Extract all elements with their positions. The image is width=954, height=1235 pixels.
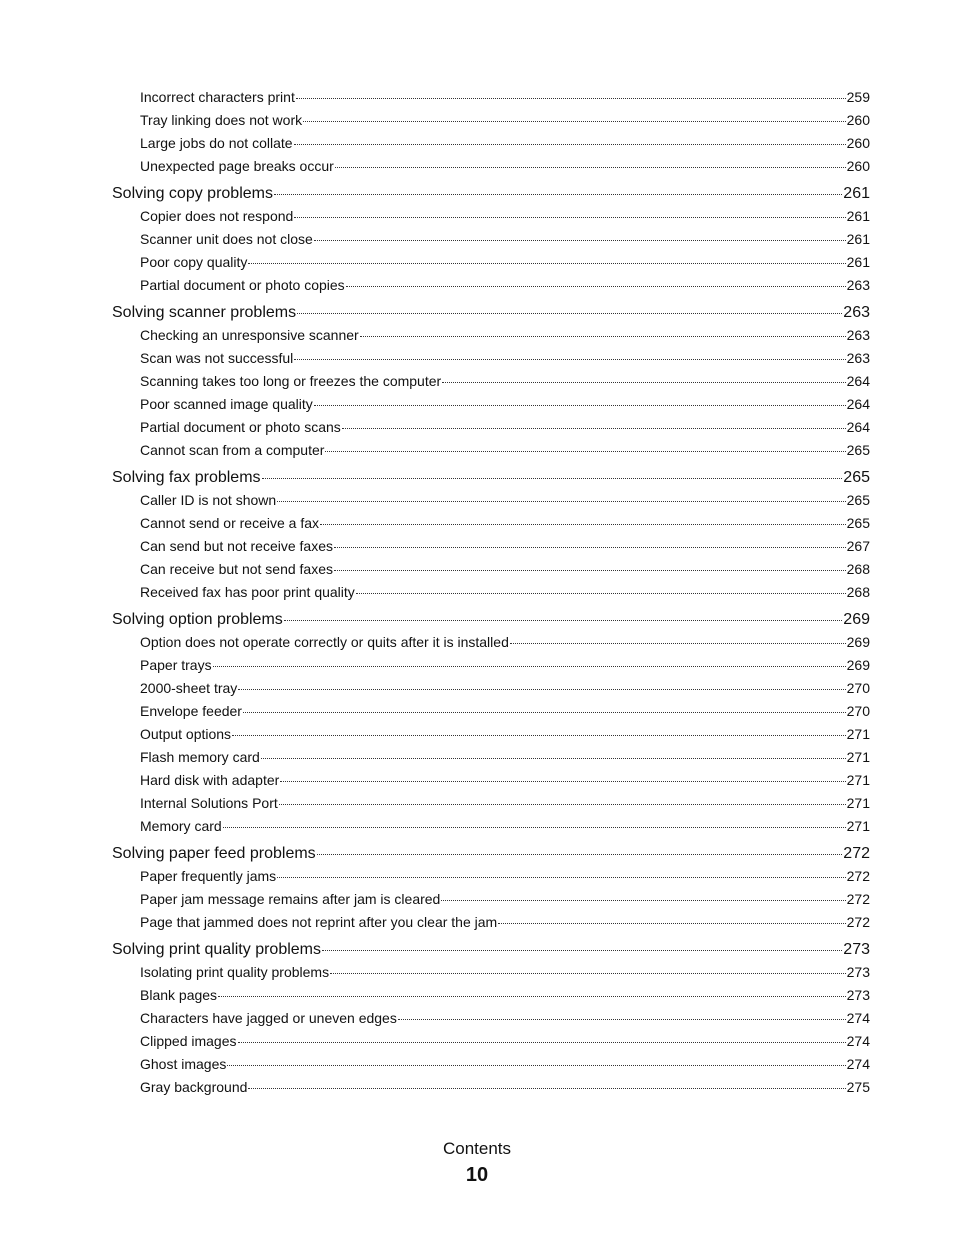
toc-subsection-entry[interactable]	[112, 792, 870, 815]
toc-subsection-entry[interactable]	[112, 1007, 870, 1030]
dot-leader	[314, 405, 846, 406]
toc-entry-page-number: 272	[843, 845, 870, 862]
table-of-contents	[112, 86, 870, 1099]
dot-leader	[262, 478, 843, 479]
toc-subsection-entry[interactable]	[112, 558, 870, 581]
dot-leader	[360, 336, 846, 337]
toc-entry-title: Page that jammed does not reprint after you clear the jam	[140, 914, 498, 930]
toc-entry-title: Hard disk with adapter	[140, 772, 280, 788]
dot-leader	[356, 593, 846, 594]
dot-leader	[238, 689, 845, 690]
dot-leader	[227, 1065, 845, 1066]
footer-section-label: Contents	[442, 1139, 512, 1158]
toc-entry-page-number: 269	[846, 634, 870, 650]
toc-entry-title: Poor copy quality	[140, 254, 248, 270]
dot-leader	[248, 263, 845, 264]
toc-entry-page-number: 260	[846, 158, 870, 174]
toc-section-entry[interactable]	[112, 466, 870, 489]
dot-leader	[279, 804, 846, 805]
toc-subsection-entry[interactable]	[112, 132, 870, 155]
toc-entry-page-number: 274	[846, 1056, 870, 1072]
toc-entry-title: Clipped images	[140, 1033, 237, 1049]
toc-entry-page-number: 264	[846, 373, 870, 389]
toc-entry-title: Solving copy problems	[112, 185, 273, 202]
toc-subsection-entry[interactable]	[112, 961, 870, 984]
dot-leader	[342, 428, 846, 429]
toc-entry-title: Received fax has poor print quality	[140, 584, 355, 600]
toc-subsection-entry[interactable]	[112, 416, 870, 439]
toc-entry-page-number: 273	[846, 964, 870, 980]
toc-entry-title: Internal Solutions Port	[140, 795, 278, 811]
toc-entry-page-number: 265	[846, 492, 870, 508]
toc-entry-title: Copier does not respond	[140, 208, 294, 224]
dot-leader	[441, 900, 845, 901]
toc-subsection-entry[interactable]	[112, 86, 870, 109]
toc-entry-title: Cannot scan from a computer	[140, 442, 325, 458]
toc-subsection-entry[interactable]	[112, 512, 870, 535]
toc-entry-title: Large jobs do not collate	[140, 135, 293, 151]
toc-subsection-entry[interactable]	[112, 489, 870, 512]
dot-leader	[238, 1042, 846, 1043]
dot-leader	[398, 1019, 846, 1020]
dot-leader	[243, 712, 846, 713]
toc-entry-title: Scan was not successful	[140, 350, 294, 366]
toc-subsection-entry[interactable]	[112, 347, 870, 370]
dot-leader	[277, 877, 845, 878]
toc-entry-title: Flash memory card	[140, 749, 260, 765]
dot-leader	[510, 643, 846, 644]
dot-leader	[274, 194, 842, 195]
toc-subsection-entry[interactable]	[112, 700, 870, 723]
toc-entry-page-number: 263	[846, 350, 870, 366]
toc-subsection-entry[interactable]	[112, 109, 870, 132]
toc-entry-title: Scanner unit does not close	[140, 231, 313, 247]
dot-leader	[322, 950, 842, 951]
dot-leader	[314, 240, 846, 241]
toc-subsection-entry[interactable]	[112, 370, 870, 393]
toc-subsection-entry[interactable]	[112, 984, 870, 1007]
toc-entry-title: Paper jam message remains after jam is cleared	[140, 891, 441, 907]
toc-subsection-entry[interactable]	[112, 155, 870, 178]
toc-subsection-entry[interactable]	[112, 324, 870, 347]
toc-entry-page-number: 264	[846, 419, 870, 435]
dot-leader	[334, 547, 846, 548]
toc-subsection-entry[interactable]	[112, 1076, 870, 1099]
dot-leader	[223, 827, 846, 828]
footer-page-number: 10	[465, 1164, 489, 1186]
toc-entry-page-number: 264	[846, 396, 870, 412]
toc-subsection-entry[interactable]	[112, 205, 870, 228]
toc-section-entry[interactable]	[112, 182, 870, 205]
toc-section-entry[interactable]	[112, 301, 870, 324]
toc-entry-page-number: 270	[846, 703, 870, 719]
toc-subsection-entry[interactable]	[112, 228, 870, 251]
toc-entry-title: Ghost images	[140, 1056, 227, 1072]
dot-leader	[303, 121, 846, 122]
toc-subsection-entry[interactable]	[112, 746, 870, 769]
dot-leader	[498, 923, 845, 924]
toc-entry-page-number: 265	[843, 469, 870, 486]
dot-leader	[294, 144, 846, 145]
toc-entry-page-number: 268	[846, 584, 870, 600]
dot-leader	[334, 570, 846, 571]
toc-subsection-entry[interactable]	[112, 1053, 870, 1076]
toc-section-entry[interactable]	[112, 608, 870, 631]
toc-subsection-entry[interactable]	[112, 439, 870, 462]
toc-section-entry[interactable]	[112, 842, 870, 865]
toc-subsection-entry[interactable]	[112, 274, 870, 297]
toc-entry-page-number: 263	[843, 304, 870, 321]
toc-entry-title: Solving option problems	[112, 611, 283, 628]
toc-entry-page-number: 260	[846, 135, 870, 151]
toc-entry-page-number: 272	[846, 868, 870, 884]
toc-entry-title: Cannot send or receive a fax	[140, 515, 319, 531]
toc-subsection-entry[interactable]	[112, 654, 870, 677]
toc-entry-title: Paper frequently jams	[140, 868, 277, 884]
dot-leader	[248, 1088, 845, 1089]
dot-leader	[218, 996, 846, 997]
toc-subsection-entry[interactable]	[112, 535, 870, 558]
toc-subsection-entry[interactable]	[112, 631, 870, 654]
toc-entry-page-number: 263	[846, 277, 870, 293]
toc-subsection-entry[interactable]	[112, 1030, 870, 1053]
toc-entry-page-number: 261	[846, 254, 870, 270]
toc-subsection-entry[interactable]	[112, 723, 870, 746]
toc-entry-page-number: 268	[846, 561, 870, 577]
dot-leader	[297, 313, 842, 314]
toc-section-entry[interactable]	[112, 938, 870, 961]
toc-entry-title: Scanning takes too long or freezes the computer	[140, 373, 442, 389]
toc-entry-page-number: 273	[846, 987, 870, 1003]
toc-entry-page-number: 271	[846, 726, 870, 742]
toc-entry-title: Solving paper feed problems	[112, 845, 316, 862]
toc-subsection-entry[interactable]	[112, 815, 870, 838]
toc-entry-page-number: 274	[846, 1033, 870, 1049]
dot-leader	[325, 451, 845, 452]
dot-leader	[261, 758, 846, 759]
toc-entry-title: Isolating print quality problems	[140, 964, 330, 980]
toc-entry-title: Partial document or photo scans	[140, 419, 341, 435]
dot-leader	[232, 735, 846, 736]
toc-entry-page-number: 274	[846, 1010, 870, 1026]
toc-entry-title: Can receive but not send faxes	[140, 561, 334, 577]
toc-entry-title: Solving scanner problems	[112, 304, 297, 321]
toc-entry-title: Partial document or photo copies	[140, 277, 345, 293]
toc-entry-page-number: 259	[846, 89, 870, 105]
toc-subsection-entry[interactable]	[112, 677, 870, 700]
toc-subsection-entry[interactable]	[112, 911, 870, 934]
toc-entry-title: Output options	[140, 726, 232, 742]
toc-entry-title: Solving fax problems	[112, 469, 261, 486]
toc-entry-title: Checking an unresponsive scanner	[140, 327, 359, 343]
toc-entry-title: 2000-sheet tray	[140, 680, 238, 696]
toc-subsection-entry[interactable]	[112, 581, 870, 604]
dot-leader	[277, 501, 845, 502]
toc-entry-title: Option does not operate correctly or quits after it is installed	[140, 634, 509, 650]
toc-entry-page-number: 265	[846, 442, 870, 458]
toc-entry-title: Envelope feeder	[140, 703, 242, 719]
toc-entry-page-number: 269	[846, 657, 870, 673]
dot-leader	[442, 382, 845, 383]
toc-entry-title: Gray background	[140, 1079, 248, 1095]
toc-entry-page-number: 261	[846, 208, 870, 224]
toc-entry-page-number: 272	[846, 914, 870, 930]
toc-subsection-entry[interactable]	[112, 393, 870, 416]
toc-entry-page-number: 263	[846, 327, 870, 343]
page-footer	[0, 1138, 954, 1190]
dot-leader	[317, 854, 843, 855]
dot-leader	[346, 286, 846, 287]
toc-entry-page-number: 272	[846, 891, 870, 907]
toc-entry-title: Unexpected page breaks occur	[140, 158, 334, 174]
toc-entry-title: Incorrect characters print	[140, 89, 295, 105]
toc-entry-page-number: 271	[846, 818, 870, 834]
dot-leader	[294, 359, 845, 360]
dot-leader	[335, 167, 846, 168]
toc-entry-page-number: 270	[846, 680, 870, 696]
dot-leader	[284, 620, 843, 621]
toc-subsection-entry[interactable]	[112, 888, 870, 911]
toc-entry-page-number: 275	[846, 1079, 870, 1095]
toc-entry-page-number: 261	[846, 231, 870, 247]
toc-entry-title: Caller ID is not shown	[140, 492, 277, 508]
toc-entry-page-number: 271	[846, 795, 870, 811]
toc-entry-title: Poor scanned image quality	[140, 396, 313, 412]
dot-leader	[294, 217, 845, 218]
toc-entry-page-number: 261	[843, 185, 870, 202]
toc-entry-title: Blank pages	[140, 987, 218, 1003]
toc-entry-title: Memory card	[140, 818, 222, 834]
toc-entry-title: Solving print quality problems	[112, 941, 321, 958]
toc-subsection-entry[interactable]	[112, 769, 870, 792]
toc-entry-page-number: 269	[843, 611, 870, 628]
dot-leader	[320, 524, 846, 525]
toc-entry-title: Paper trays	[140, 657, 212, 673]
toc-entry-page-number: 271	[846, 749, 870, 765]
toc-entry-page-number: 271	[846, 772, 870, 788]
dot-leader	[213, 666, 846, 667]
toc-subsection-entry[interactable]	[112, 865, 870, 888]
toc-entry-title: Characters have jagged or uneven edges	[140, 1010, 397, 1026]
toc-entry-page-number: 260	[846, 112, 870, 128]
toc-subsection-entry[interactable]	[112, 251, 870, 274]
toc-entry-page-number: 265	[846, 515, 870, 531]
dot-leader	[296, 98, 846, 99]
toc-entry-page-number: 273	[843, 941, 870, 958]
dot-leader	[330, 973, 846, 974]
toc-entry-title: Can send but not receive faxes	[140, 538, 334, 554]
dot-leader	[280, 781, 845, 782]
toc-entry-title: Tray linking does not work	[140, 112, 303, 128]
toc-entry-page-number: 267	[846, 538, 870, 554]
